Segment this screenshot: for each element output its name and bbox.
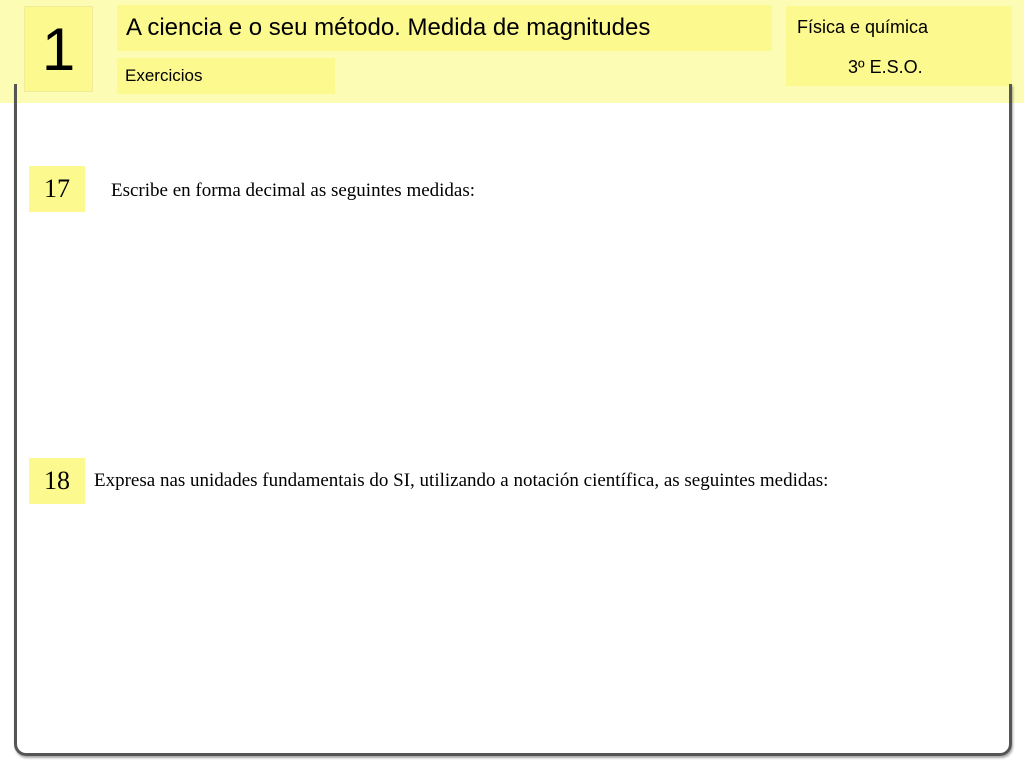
- exercise-statement-18: Expresa nas unidades fundamentais do SI, utilizando a notación científica, as seguintes medidas:: [94, 470, 829, 491]
- exercise-number-18: 18: [29, 458, 85, 504]
- subject-box: [786, 6, 1012, 86]
- page-title: A ciencia e o seu método. Medida de magnitudes: [117, 5, 772, 51]
- section-label: Exercicios: [117, 58, 335, 94]
- subject-name: Física e química: [797, 17, 929, 37]
- course-level: 3º E.S.O.: [848, 57, 923, 77]
- exercise-number-17: 17: [29, 166, 85, 212]
- chapter-number: 1: [24, 6, 93, 92]
- exercise-statement-17: Escribe en forma decimal as seguintes medidas:: [111, 180, 476, 201]
